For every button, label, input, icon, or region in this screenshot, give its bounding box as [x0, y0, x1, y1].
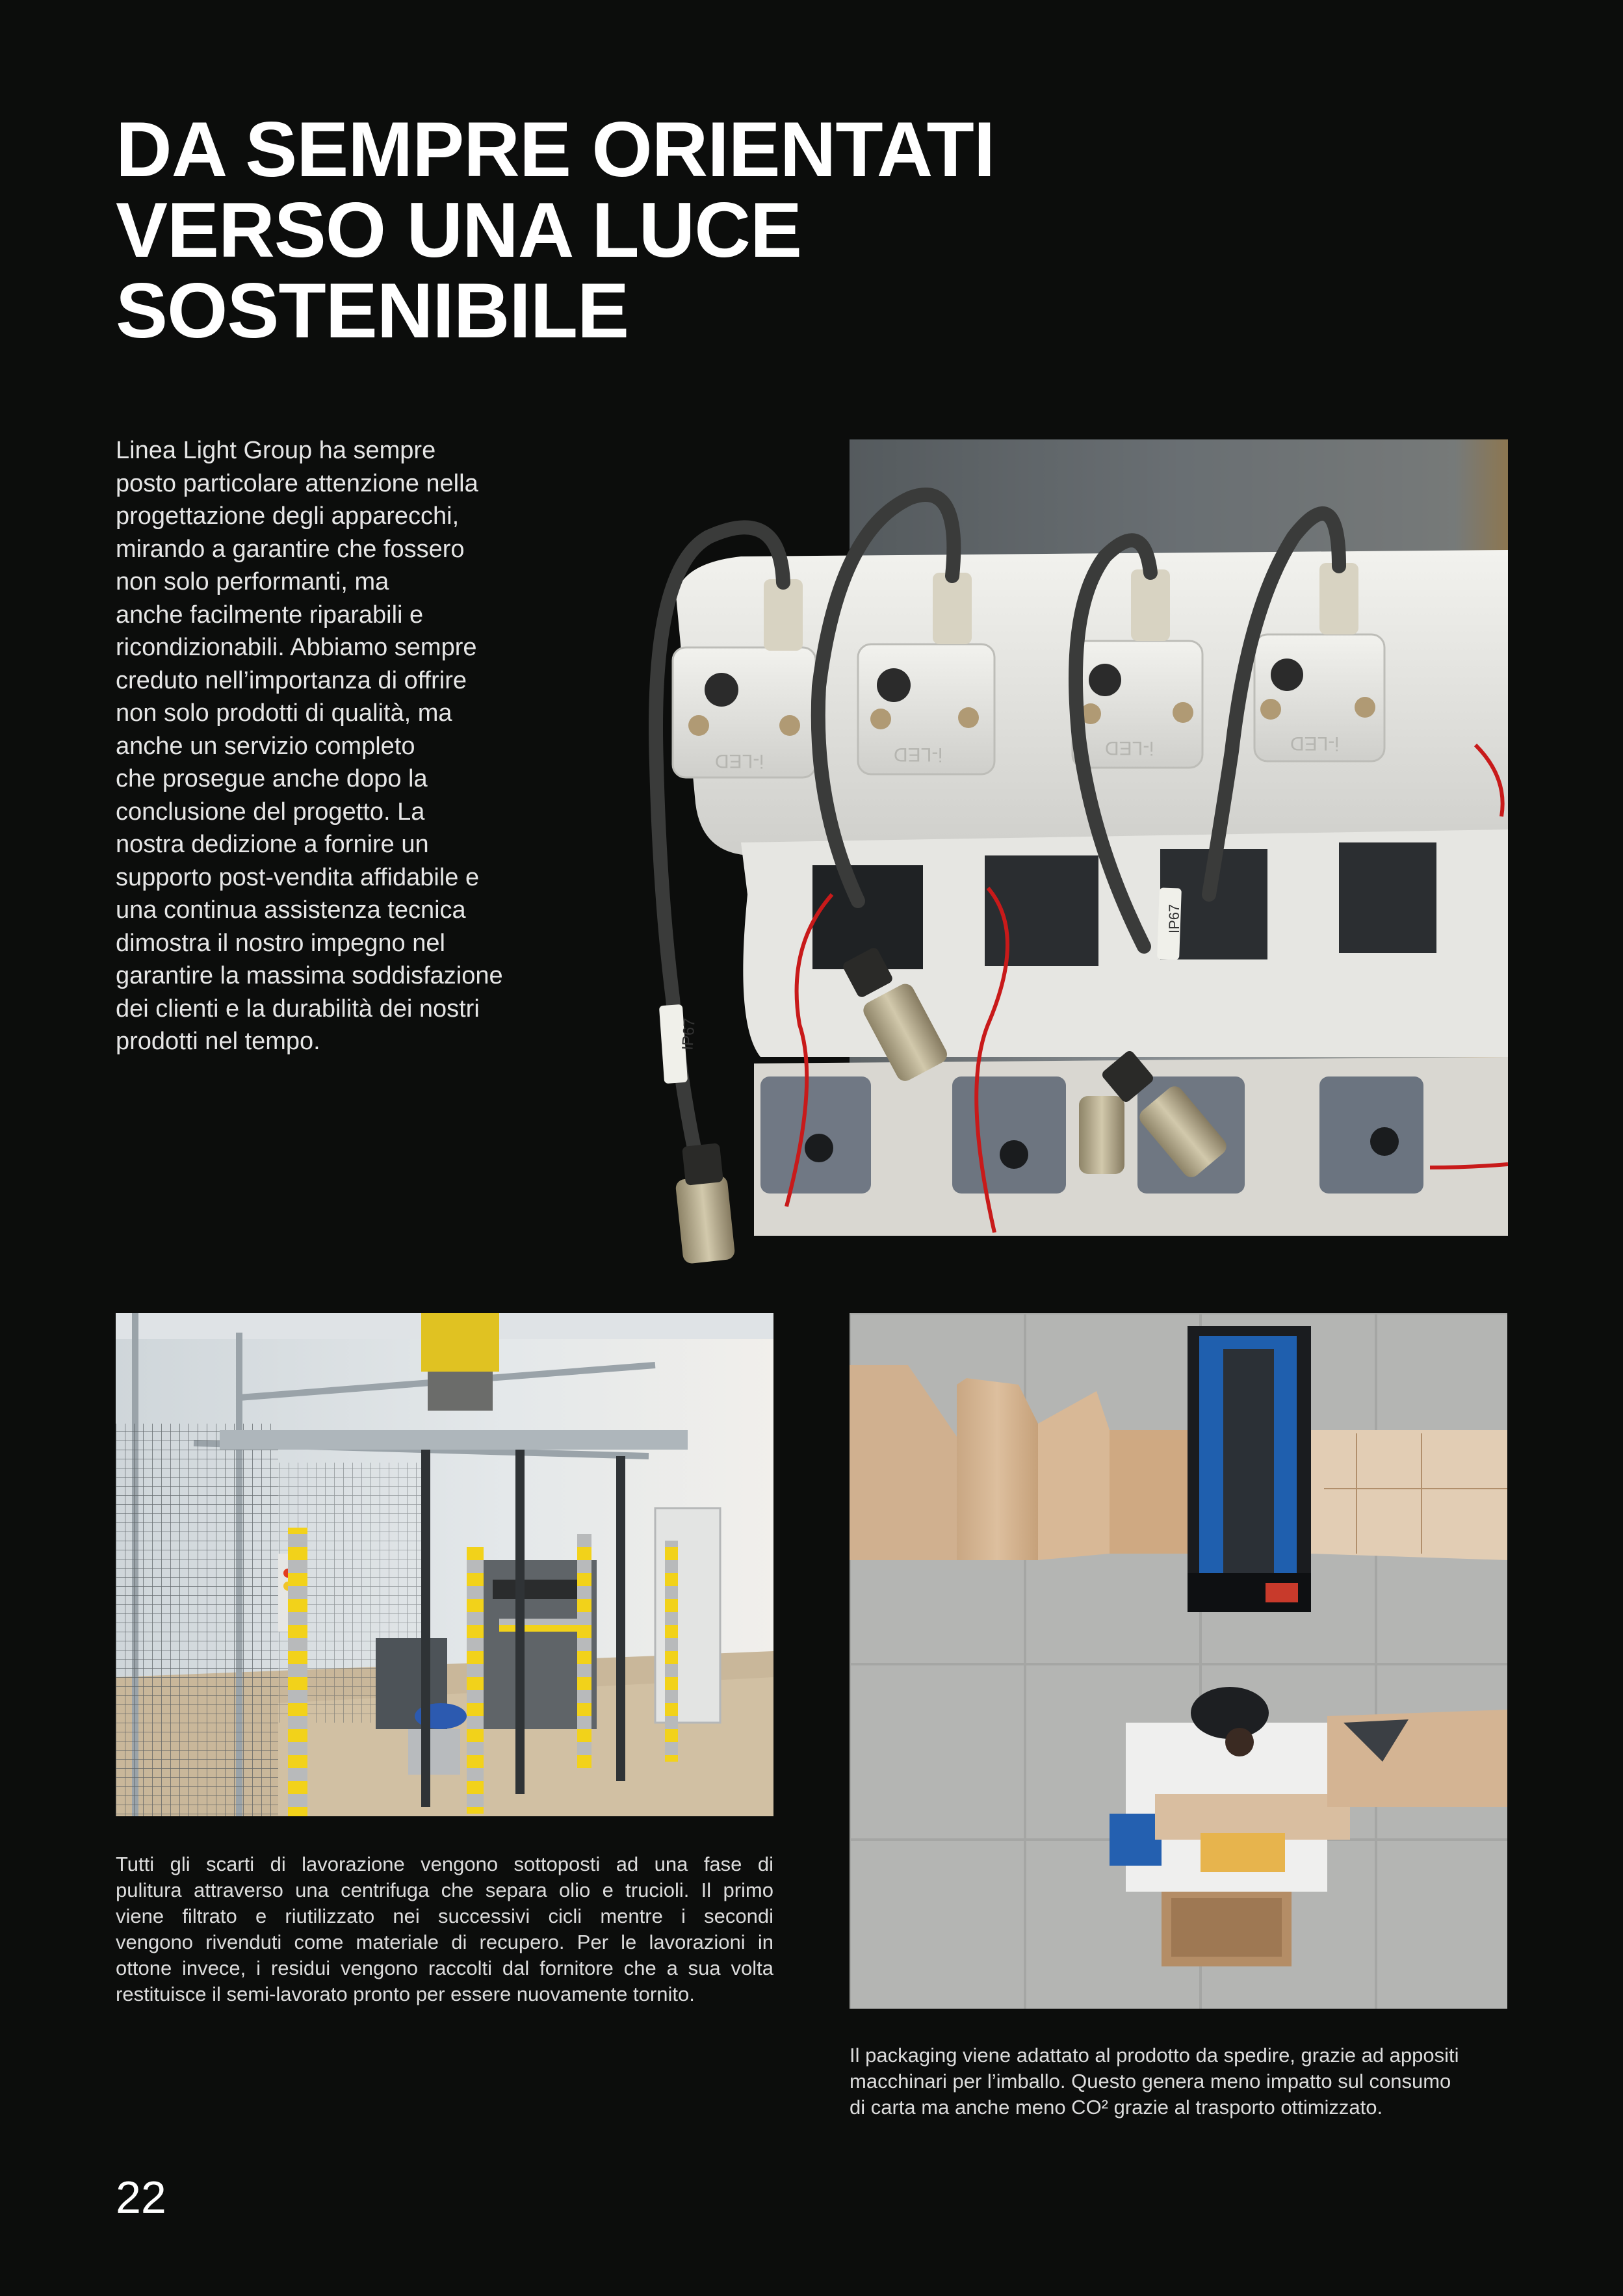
intro-line: supporto post-vendita affidabile e — [116, 863, 480, 891]
intro-line: mirando a garantire che fossero — [116, 535, 465, 563]
caption-line: di carta ma anche meno CO² grazie al trasporto ottimizzato. — [850, 2096, 1383, 2119]
intro-line: non solo performanti, ma — [116, 568, 389, 595]
caption-line: pulitura attraverso una centrifuga che separa olio e trucioli. Il primo — [116, 1879, 773, 1901]
svg-text:i-LED: i-LED — [714, 750, 764, 772]
caption-line: Il packaging viene adattato al prodotto da spedire, grazie ad appositi — [850, 2044, 1459, 2067]
title-line: SOSTENIBILE — [116, 267, 629, 354]
intro-line: posto particolare attenzione nella — [116, 469, 478, 497]
intro-line: ricondizionabili. Abbiamo sempre — [116, 634, 477, 661]
svg-text:i-LED: i-LED — [1290, 733, 1339, 754]
intro-line: nostra dedizione a fornire un — [116, 831, 429, 858]
svg-text:i-LED: i-LED — [893, 744, 942, 765]
recycling-caption — [116, 1851, 773, 2007]
intro-line: dei clienti e la durabilità dei nostri — [116, 995, 480, 1023]
caption-line: ottone invece, i residui vengono raccolti dal fornitore che a sua volta — [116, 1957, 773, 1979]
intro-line: che prosegue anche dopo la — [116, 765, 428, 792]
intro-line: Linea Light Group ha sempre — [116, 437, 436, 464]
intro-line: creduto nell’importanza di offrire — [116, 666, 467, 694]
page-number: 22 — [116, 2172, 166, 2223]
intro-line: una continua assistenza tecnica — [116, 896, 466, 924]
intro-line: prodotti nel tempo. — [116, 1028, 320, 1055]
title-line: DA SEMPRE ORIENTATI — [116, 106, 995, 193]
intro-line: conclusione del progetto. La — [116, 798, 425, 826]
packaging-line-photo — [850, 1313, 1507, 2009]
intro-line: progettazione degli apparecchi, — [116, 502, 460, 530]
caption-line: vengono rivenduti come materiale di recupero. Per le lavorazioni in — [116, 1931, 773, 1953]
caption-line: macchinari per l’imballo. Questo genera meno impatto sul consumo — [850, 2070, 1451, 2093]
intro-line: garantire la massima soddisfazione — [116, 962, 503, 989]
page-title — [116, 106, 1156, 354]
svg-text:IP67: IP67 — [679, 1017, 699, 1051]
intro-line: anche facilmente riparabili e — [116, 601, 424, 629]
svg-text:i-LED: i-LED — [1104, 737, 1154, 759]
intro-line: anche un servizio completo — [116, 732, 415, 760]
intro-paragraph — [116, 434, 571, 1058]
centrifuge-enclosure-photo — [116, 1313, 773, 1816]
caption-line: viene filtrato e riutilizzato nei successivi cicli mentre i secondi — [116, 1905, 773, 1927]
intro-line: dimostra il nostro impegno nel — [116, 929, 445, 957]
title-line: VERSO UNA LUCE — [116, 187, 801, 274]
intro-line: non solo prodotti di qualità, ma — [116, 699, 452, 727]
caption-line: restituisce il semi-lavorato pronto per essere nuovamente tornito. — [116, 1983, 695, 2005]
caption-line: Tutti gli scarti di lavorazione vengono sottoposti ad una fase di — [116, 1853, 773, 1875]
svg-text:IP67: IP67 — [1166, 904, 1182, 933]
led-connectors-photo — [624, 439, 1508, 1291]
packaging-caption — [850, 2042, 1507, 2120]
